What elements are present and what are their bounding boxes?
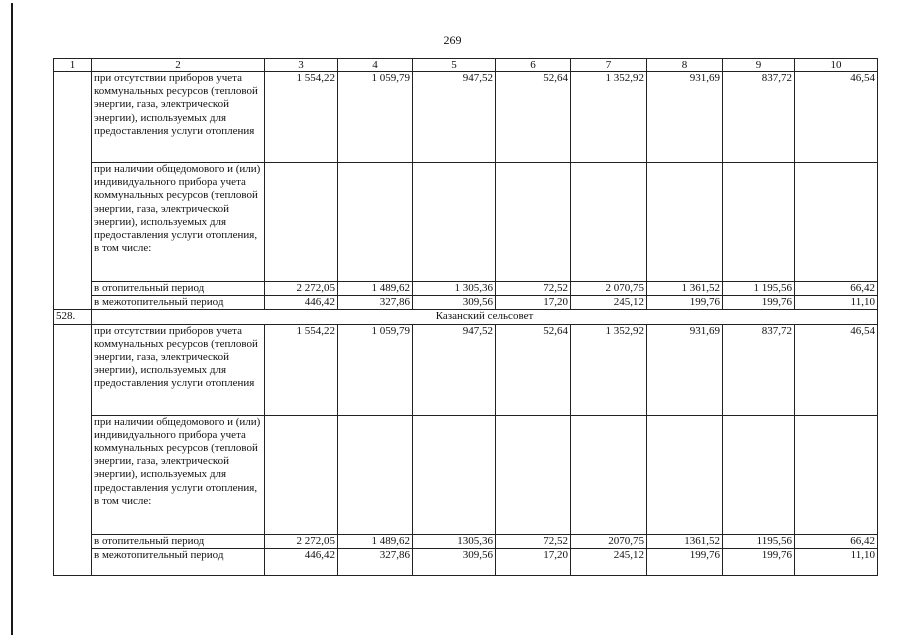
- table-row: [54, 548, 878, 575]
- header-cell: 1: [54, 59, 92, 72]
- value-cell: 1 352,92: [571, 72, 647, 163]
- row-label: в межотопительный период: [92, 296, 265, 310]
- table-row: [54, 72, 878, 163]
- row-label: при наличии общедомового и (или) индивидуального прибора учета коммунальных ресурсов (тепловой энергии, газа, электрической энергии), используемых для предоставления услуги отопления, в том числе:: [92, 163, 265, 282]
- value-cell: 931,69: [647, 72, 723, 163]
- value-cell: 1361,52: [647, 534, 723, 548]
- section-row: [54, 310, 878, 324]
- value-cell: 1195,56: [723, 534, 795, 548]
- value-cell: 1 195,56: [723, 282, 795, 296]
- table-row: [54, 163, 878, 282]
- header-cell: 3: [265, 59, 338, 72]
- row-label: в отопительный период: [92, 282, 265, 296]
- value-cell: 1 554,22: [265, 324, 338, 415]
- value-cell: 199,76: [723, 548, 795, 575]
- value-cell: 52,64: [496, 72, 571, 163]
- value-cell: 52,64: [496, 324, 571, 415]
- value-cell: [338, 163, 413, 282]
- header-cell: 8: [647, 59, 723, 72]
- header-cell: 10: [795, 59, 878, 72]
- value-cell: 1 352,92: [571, 324, 647, 415]
- value-cell: 327,86: [338, 296, 413, 310]
- table-row: [54, 415, 878, 534]
- value-cell: 309,56: [413, 296, 496, 310]
- row-label: при отсутствии приборов учета коммунальных ресурсов (тепловой энергии, газа, электрической энергии), используемых для предоставления услуги отопления: [92, 72, 265, 163]
- value-cell: [265, 415, 338, 534]
- value-cell: 199,76: [647, 548, 723, 575]
- binding-margin-line: [11, 3, 13, 635]
- value-cell: 72,52: [496, 534, 571, 548]
- value-cell: [723, 415, 795, 534]
- section-title: Казанский сельсовет: [92, 310, 878, 324]
- table-row: [54, 296, 878, 310]
- row-number-cell: [54, 72, 92, 310]
- section-number: 528.: [54, 310, 92, 324]
- value-cell: 1 305,36: [413, 282, 496, 296]
- header-cell: 5: [413, 59, 496, 72]
- row-number-cell: [54, 324, 92, 575]
- value-cell: 199,76: [723, 296, 795, 310]
- row-label: при наличии общедомового и (или) индивидуального прибора учета коммунальных ресурсов (тепловой энергии, газа, электрической энергии), используемых для предоставления услуги отопления, в том числе:: [92, 415, 265, 534]
- value-cell: 17,20: [496, 296, 571, 310]
- value-cell: 1 489,62: [338, 534, 413, 548]
- table-row: [54, 534, 878, 548]
- value-cell: 309,56: [413, 548, 496, 575]
- row-label: в отопительный период: [92, 534, 265, 548]
- value-cell: [647, 415, 723, 534]
- value-cell: 446,42: [265, 296, 338, 310]
- value-cell: 66,42: [795, 534, 878, 548]
- value-cell: 947,52: [413, 324, 496, 415]
- value-cell: 66,42: [795, 282, 878, 296]
- value-cell: [795, 163, 878, 282]
- value-cell: [795, 415, 878, 534]
- tariff-table: [53, 58, 878, 576]
- header-cell: 9: [723, 59, 795, 72]
- value-cell: 931,69: [647, 324, 723, 415]
- value-cell: [413, 163, 496, 282]
- value-cell: [496, 163, 571, 282]
- value-cell: 17,20: [496, 548, 571, 575]
- value-cell: 2 272,05: [265, 534, 338, 548]
- value-cell: 1 059,79: [338, 72, 413, 163]
- value-cell: [496, 415, 571, 534]
- row-label: в межотопительный период: [92, 548, 265, 575]
- value-cell: [571, 163, 647, 282]
- value-cell: 1 361,52: [647, 282, 723, 296]
- value-cell: 837,72: [723, 72, 795, 163]
- value-cell: 46,54: [795, 324, 878, 415]
- value-cell: [338, 415, 413, 534]
- row-label: при отсутствии приборов учета коммунальных ресурсов (тепловой энергии, газа, электрической энергии), используемых для предоставления услуги отопления: [92, 324, 265, 415]
- value-cell: 199,76: [647, 296, 723, 310]
- value-cell: [571, 415, 647, 534]
- value-cell: 446,42: [265, 548, 338, 575]
- value-cell: [265, 163, 338, 282]
- value-cell: 2 272,05: [265, 282, 338, 296]
- value-cell: 46,54: [795, 72, 878, 163]
- value-cell: 245,12: [571, 548, 647, 575]
- value-cell: 72,52: [496, 282, 571, 296]
- value-cell: 327,86: [338, 548, 413, 575]
- value-cell: 1 554,22: [265, 72, 338, 163]
- value-cell: [647, 163, 723, 282]
- header-cell: 6: [496, 59, 571, 72]
- value-cell: [413, 415, 496, 534]
- value-cell: 1 489,62: [338, 282, 413, 296]
- value-cell: [723, 163, 795, 282]
- value-cell: 1305,36: [413, 534, 496, 548]
- value-cell: 837,72: [723, 324, 795, 415]
- value-cell: 11,10: [795, 296, 878, 310]
- value-cell: 1 059,79: [338, 324, 413, 415]
- table-row: [54, 282, 878, 296]
- page-number: 269: [443, 33, 462, 47]
- header-cell: 7: [571, 59, 647, 72]
- header-cell: 4: [338, 59, 413, 72]
- header-cell: 2: [92, 59, 265, 72]
- table-header-row: [54, 59, 878, 72]
- value-cell: 11,10: [795, 548, 878, 575]
- value-cell: 245,12: [571, 296, 647, 310]
- value-cell: 2070,75: [571, 534, 647, 548]
- value-cell: 947,52: [413, 72, 496, 163]
- table-row: [54, 324, 878, 415]
- value-cell: 2 070,75: [571, 282, 647, 296]
